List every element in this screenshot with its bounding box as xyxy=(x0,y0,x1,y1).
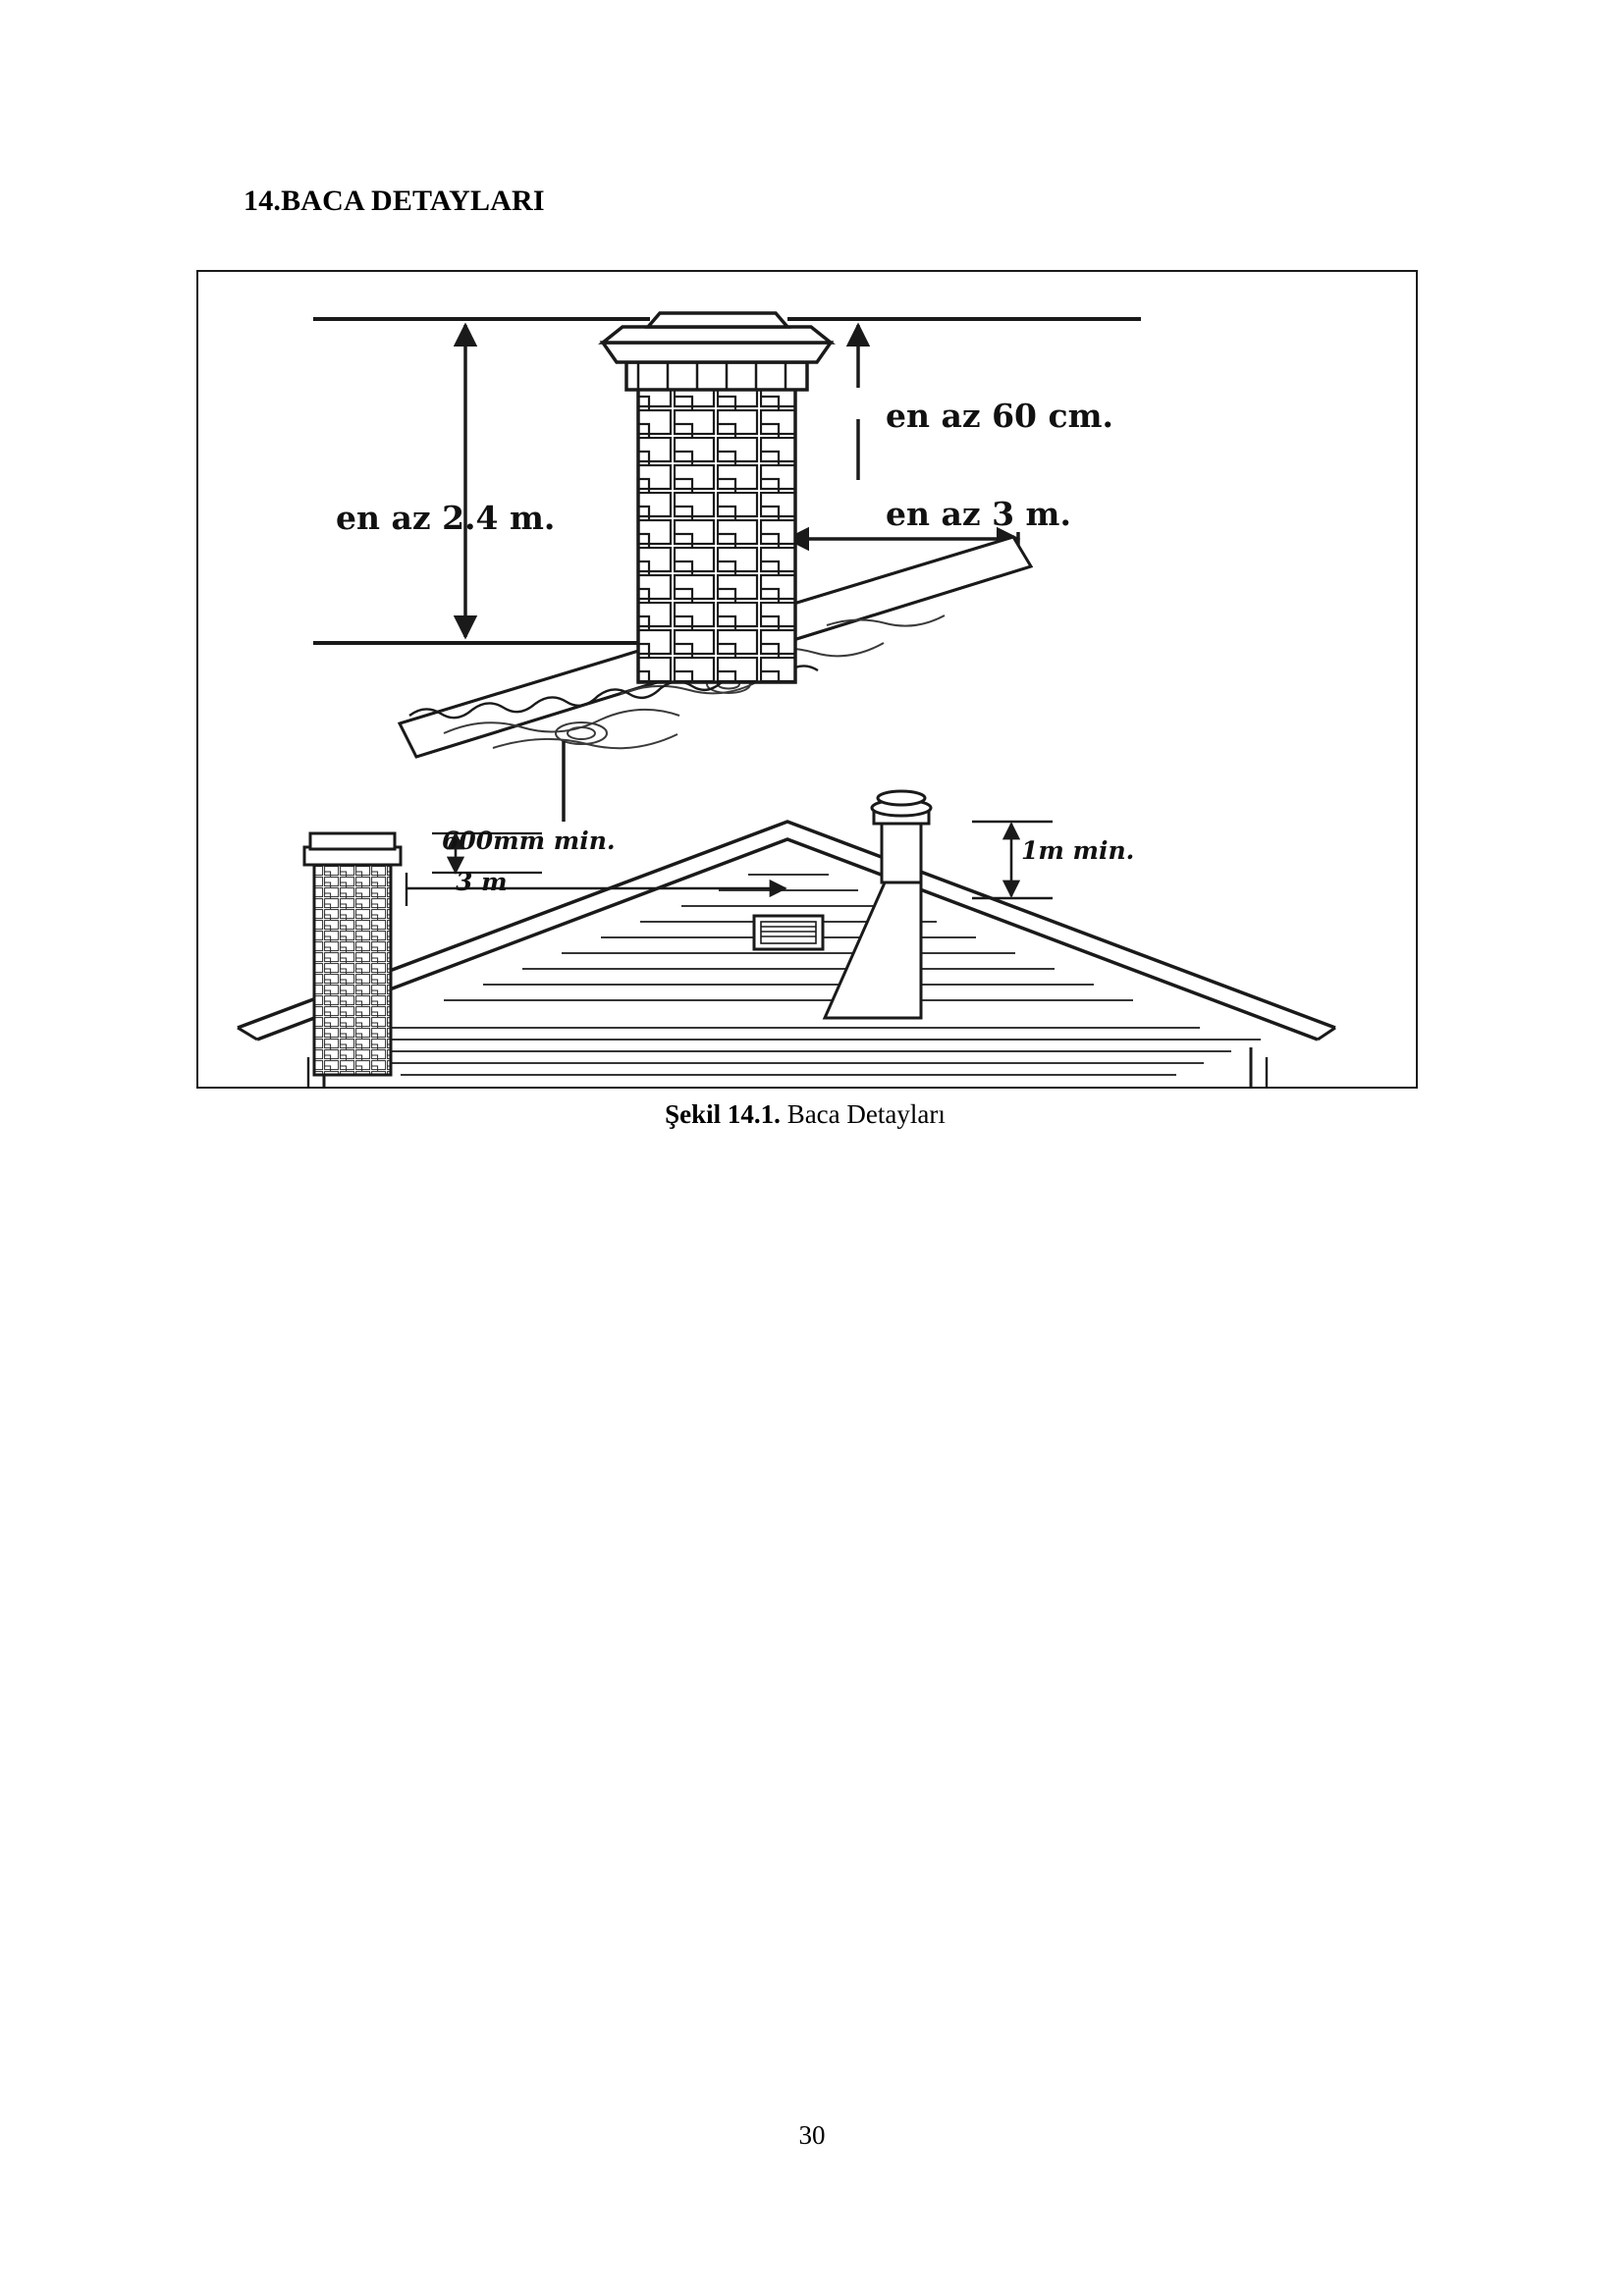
figure-caption-text: Baca Detayları xyxy=(780,1099,946,1129)
label-en-az-2-4-m: en az 2.4 m. xyxy=(336,499,556,537)
figure-frame xyxy=(196,270,1418,1089)
page-number: 30 xyxy=(798,2120,826,2150)
bottom-diagram xyxy=(238,791,1335,1087)
page-title: 14.BACA DETAYLARI xyxy=(244,185,545,217)
top-diagram xyxy=(313,313,1141,822)
label-600mm-min: 600mm min. xyxy=(442,827,616,855)
figure-caption-number: Şekil 14.1. xyxy=(665,1099,781,1129)
label-en-az-3-m: en az 3 m. xyxy=(886,495,1071,533)
label-en-az-60-cm: en az 60 cm. xyxy=(886,397,1113,435)
label-1m-min: 1m min. xyxy=(1021,836,1135,865)
chimney-details-illustration xyxy=(198,272,1416,1087)
label-3m: 3 m xyxy=(456,868,508,896)
figure-caption xyxy=(196,1099,1414,1130)
